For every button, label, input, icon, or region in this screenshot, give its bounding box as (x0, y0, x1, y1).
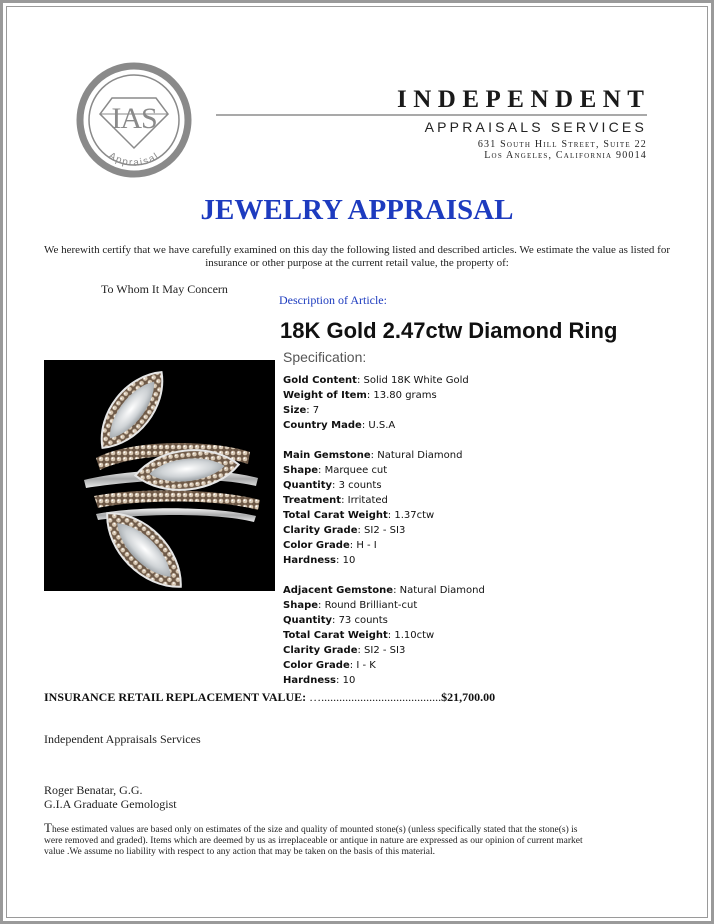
spec-label: Quantity (283, 480, 332, 491)
spec-row (283, 388, 663, 403)
company-address (397, 139, 647, 161)
spec-value: H - I (356, 540, 377, 551)
spec-value: U.S.A (368, 420, 396, 431)
spec-value: 10 (342, 555, 356, 566)
spec-row (283, 463, 663, 478)
spec-separator: : (341, 495, 348, 506)
spec-value: Irritated (347, 495, 388, 506)
spec-value: Natural Diamond (377, 450, 463, 461)
spec-value: 1.10ctw (394, 630, 435, 641)
signer-title: G.I.A Graduate Gemologist (44, 797, 177, 811)
spec-separator: : (387, 630, 395, 641)
disclaimer-text: hese estimated values are based only on estimates of the size and quality of mounted stone(s) (unless specifically stated that the stone(s) is were removed and graded). Items which are deemed by us as irreplaceable or antique in nature are expressed as our opinion of current market value .We assume no liability with respect to any action that may be taken on the basis of this material. (44, 825, 583, 857)
spec-value: SI2 - SI3 (364, 525, 406, 536)
spec-row (283, 643, 663, 658)
company-header (397, 86, 651, 114)
spec-label: Shape (283, 465, 319, 476)
spec-row (283, 658, 663, 673)
spec-value: Solid 18K White Gold (363, 375, 469, 386)
spec-row (283, 673, 663, 688)
address-line-1: 631 South Hill Street, Suite 22 (477, 139, 647, 150)
spec-separator: : (349, 660, 357, 671)
spec-row (283, 553, 663, 568)
spec-row (283, 628, 663, 643)
spec-row (283, 493, 663, 508)
valuation-label: INSURANCE RETAIL REPLACEMENT VALUE: (44, 690, 307, 704)
spec-value: Marquee cut (324, 465, 388, 476)
signer-name: Roger Benatar, G.G. (44, 783, 143, 797)
disclaimer-initial: T (44, 820, 52, 835)
spec-row (283, 448, 663, 463)
spec-label: Size (283, 405, 307, 416)
disclaimer (44, 822, 584, 858)
spec-label: Treatment (283, 495, 342, 506)
spec-separator: : (349, 540, 357, 551)
spec-group-metal (283, 373, 663, 433)
spec-separator: : (356, 375, 364, 386)
logo-ring-text: Appraisal (106, 150, 162, 169)
recipient: To Whom It May Concern (101, 282, 228, 296)
footer-company: Independent Appraisals Services (44, 732, 201, 746)
spec-value: 3 counts (338, 480, 382, 491)
spec-label: Total Carat Weight (283, 510, 388, 521)
spec-value: Natural Diamond (399, 585, 485, 596)
spec-separator: : (366, 390, 374, 401)
valuation-dots: …........................................ (309, 690, 442, 704)
spec-value: 73 counts (338, 615, 388, 626)
spec-separator: : (306, 405, 313, 416)
spec-gap (283, 433, 663, 448)
spec-row (283, 418, 663, 433)
spec-value: 7 (312, 405, 320, 416)
spec-value: Round Brilliant-cut (324, 600, 418, 611)
spec-row (283, 583, 663, 598)
specifications (283, 373, 663, 688)
spec-label: Country Made (283, 420, 362, 431)
spec-value: 1.37ctw (394, 510, 435, 521)
signer-block (44, 783, 177, 811)
header-divider (216, 114, 647, 116)
spec-value: 10 (342, 675, 356, 686)
spec-row (283, 613, 663, 628)
spec-separator: : (357, 645, 365, 656)
ias-logo (76, 62, 192, 178)
spec-separator: : (357, 525, 365, 536)
spec-label: Adjacent Gemstone (283, 585, 394, 596)
spec-label: Shape (283, 600, 319, 611)
spec-separator: : (332, 615, 339, 626)
item-title: 18K Gold 2.47ctw Diamond Ring (280, 318, 618, 343)
document-title: JEWELRY APPRAISAL (200, 194, 514, 226)
spec-row (283, 538, 663, 553)
spec-label: Hardness (283, 675, 337, 686)
spec-label: Hardness (283, 555, 337, 566)
spec-group-main-gemstone (283, 448, 663, 568)
spec-separator: : (387, 510, 395, 521)
spec-row (283, 523, 663, 538)
spec-label: Weight of Item (283, 390, 367, 401)
spec-separator: : (370, 450, 378, 461)
address-line-2: Los Angeles, California 90014 (484, 150, 647, 161)
spec-row (283, 373, 663, 388)
valuation-amount: $21,700.00 (441, 690, 496, 704)
logo-text: IAS (111, 102, 157, 135)
spec-value: 13.80 grams (373, 390, 437, 401)
spec-separator: : (393, 585, 400, 596)
spec-separator: : (361, 420, 369, 431)
ring-photo (44, 360, 275, 591)
spec-row (283, 508, 663, 523)
description-label: Description of Article: (279, 293, 387, 307)
spec-label: Clarity Grade (283, 525, 358, 536)
spec-separator: : (332, 480, 339, 491)
spec-row (283, 403, 663, 418)
certification-text: We herewith certify that we have carefully examined on this day the following listed and described articles. We estimate the value as listed for insurance or other purpose at the current retail value, the property of: (43, 244, 671, 269)
spec-gap (283, 568, 663, 583)
specification-label: Specification: (283, 349, 367, 365)
spec-label: Clarity Grade (283, 645, 358, 656)
spec-label: Color Grade (283, 540, 350, 551)
spec-label: Gold Content (283, 375, 357, 386)
spec-value: SI2 - SI3 (364, 645, 406, 656)
spec-row (283, 478, 663, 493)
company-name: INDEPENDENT (397, 86, 651, 113)
company-subtitle: APPRAISALS SERVICES (424, 119, 647, 135)
spec-label: Total Carat Weight (283, 630, 388, 641)
valuation-line (44, 690, 495, 705)
spec-label: Quantity (283, 615, 332, 626)
spec-group-adjacent-gemstone (283, 583, 663, 688)
spec-separator: : (336, 555, 343, 566)
spec-label: Main Gemstone (283, 450, 371, 461)
spec-separator: : (318, 600, 325, 611)
spec-value: I - K (356, 660, 376, 671)
spec-separator: : (336, 675, 343, 686)
spec-label: Color Grade (283, 660, 350, 671)
spec-separator: : (318, 465, 325, 476)
spec-row (283, 598, 663, 613)
